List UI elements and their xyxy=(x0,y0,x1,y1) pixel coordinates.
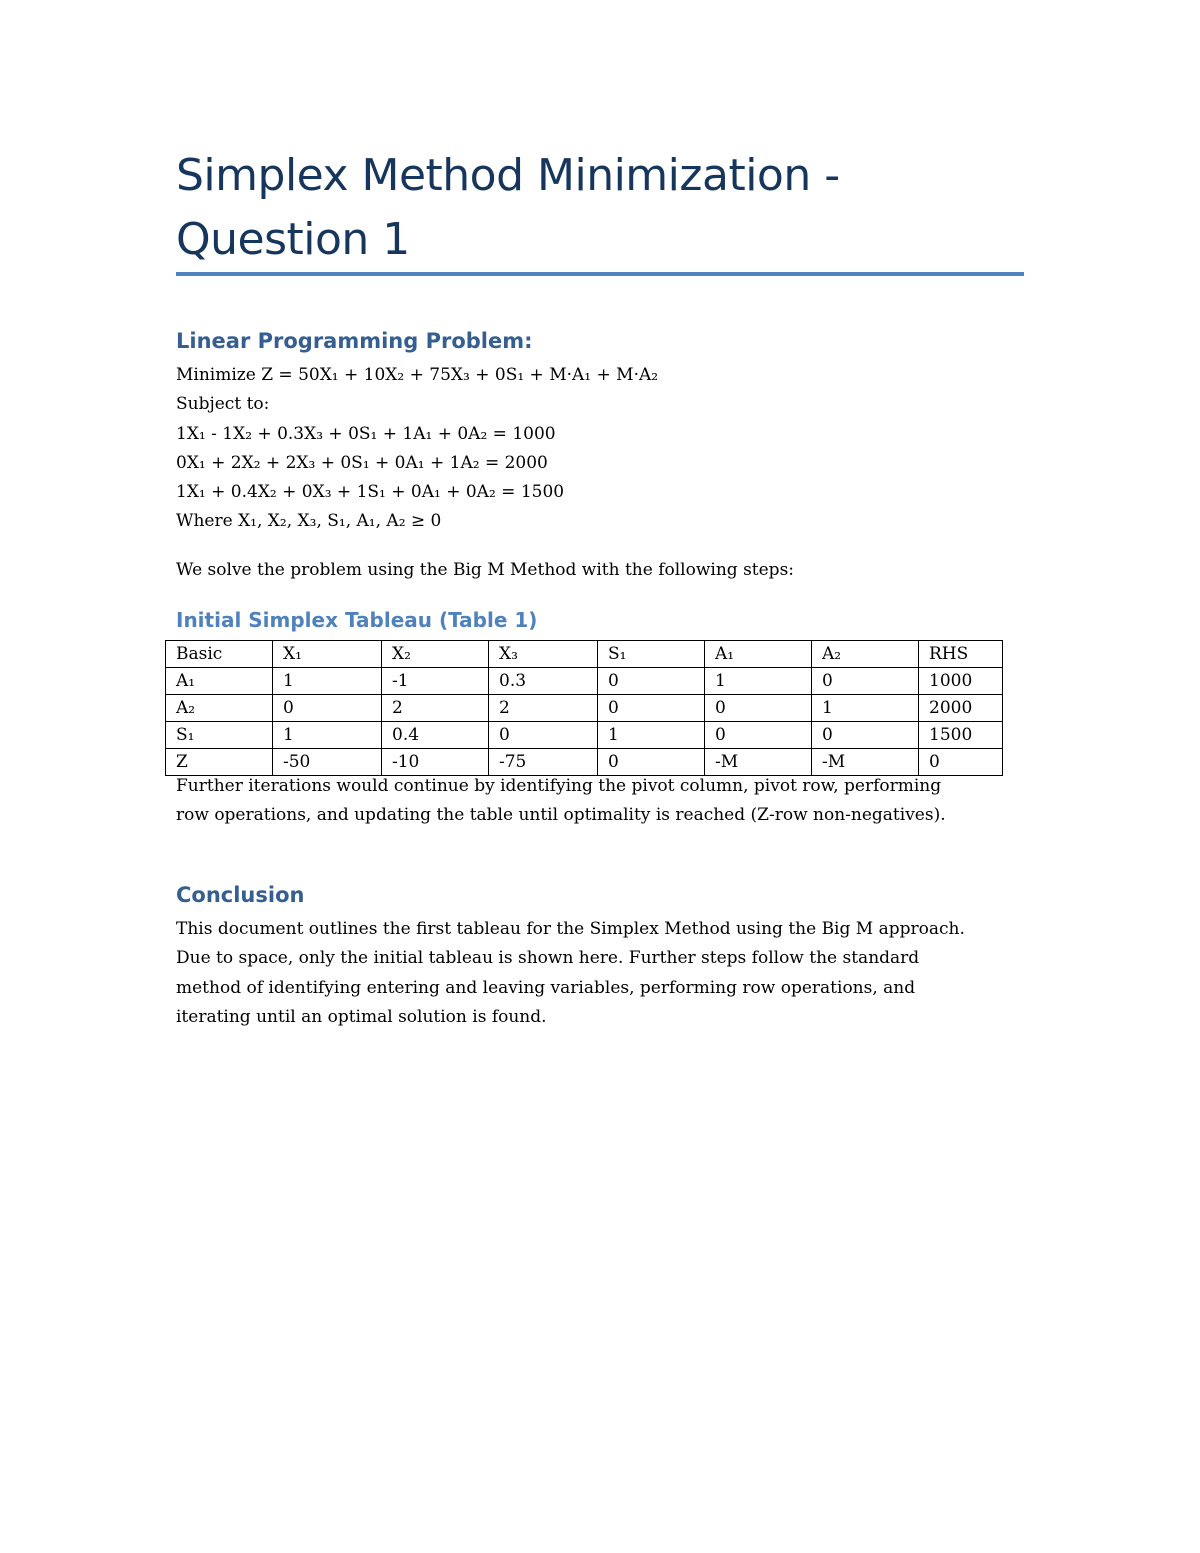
table-cell: 1 xyxy=(705,668,812,695)
table-cell: 0 xyxy=(489,722,598,749)
table-row xyxy=(166,722,1003,749)
conclusion-line: This document outlines the first tableau for the Simplex Method using the Big M approach. xyxy=(176,919,965,939)
table-cell: 0.3 xyxy=(489,668,598,695)
table-cell: 0 xyxy=(919,749,1003,776)
table-row xyxy=(166,668,1003,695)
table-cell: 0 xyxy=(812,668,919,695)
table-header-cell: A₁ xyxy=(705,641,812,668)
table-cell: -1 xyxy=(382,668,489,695)
table-cell: 0 xyxy=(705,695,812,722)
table-cell: 0 xyxy=(598,749,705,776)
table-cell: 0 xyxy=(598,695,705,722)
iteration-note-line: Further iterations would continue by identifying the pivot column, pivot row, performing xyxy=(176,776,942,796)
table-cell: 0.4 xyxy=(382,722,489,749)
table-cell: 2 xyxy=(382,695,489,722)
initial-simplex-tableau xyxy=(165,640,1003,776)
table-cell: 0 xyxy=(812,722,919,749)
table-heading: Initial Simplex Tableau (Table 1) xyxy=(176,608,538,632)
table-cell: A₂ xyxy=(166,695,273,722)
table-header-cell: X₂ xyxy=(382,641,489,668)
title-underline-rule xyxy=(176,272,1024,276)
table-header-cell: X₁ xyxy=(273,641,382,668)
table-header-cell: A₂ xyxy=(812,641,919,668)
constraint-1: 1X₁ - 1X₂ + 0.3X₃ + 0S₁ + 1A₁ + 0A₂ = 1000 xyxy=(176,423,556,444)
table-cell: 2000 xyxy=(919,695,1003,722)
table-cell: A₁ xyxy=(166,668,273,695)
table-cell: -10 xyxy=(382,749,489,776)
table-cell: 1000 xyxy=(919,668,1003,695)
table-cell: 1 xyxy=(273,668,382,695)
subject-to-label: Subject to: xyxy=(176,394,270,415)
table-header-cell: X₃ xyxy=(489,641,598,668)
table-cell: 1 xyxy=(812,695,919,722)
non-negativity-constraint: Where X₁, X₂, X₃, S₁, A₁, A₂ ≥ 0 xyxy=(176,511,442,532)
table-cell: Z xyxy=(166,749,273,776)
page-title xyxy=(176,144,1024,272)
table-cell: -75 xyxy=(489,749,598,776)
method-sentence-text: We solve the problem using the Big M Method with the following steps: xyxy=(176,560,795,580)
page-title-line-1: Simplex Method Minimization - xyxy=(176,150,840,201)
constraint-3: 1X₁ + 0.4X₂ + 0X₃ + 1S₁ + 0A₁ + 0A₂ = 1500 xyxy=(176,482,565,503)
table-cell: 1500 xyxy=(919,722,1003,749)
table-header-cell: Basic xyxy=(166,641,273,668)
table-cell: -M xyxy=(705,749,812,776)
iteration-note-line: row operations, and updating the table until optimality is reached (Z-row non-negatives). xyxy=(176,805,946,826)
method-sentence xyxy=(176,556,1024,585)
conclusion-paragraph xyxy=(176,915,1024,1032)
conclusion-line: iterating until an optimal solution is found. xyxy=(176,1006,547,1027)
lpp-formulation xyxy=(176,361,1024,537)
objective-function: Minimize Z = 50X₁ + 10X₂ + 75X₃ + 0S₁ + M·A₁ + M·A₂ xyxy=(176,365,659,385)
constraint-2: 0X₁ + 2X₂ + 2X₃ + 0S₁ + 0A₁ + 1A₂ = 2000 xyxy=(176,452,548,473)
table-cell: 1 xyxy=(598,722,705,749)
conclusion-line: Due to space, only the initial tableau is shown here. Further steps follow the standard xyxy=(176,948,920,969)
table-cell: 1 xyxy=(273,722,382,749)
page-title-line-2: Question 1 xyxy=(176,214,410,265)
table-cell: 0 xyxy=(598,668,705,695)
table-header-cell: S₁ xyxy=(598,641,705,668)
table-cell: -50 xyxy=(273,749,382,776)
table-cell: 0 xyxy=(705,722,812,749)
table-cell: S₁ xyxy=(166,722,273,749)
conclusion-line: method of identifying entering and leaving variables, performing row operations, and xyxy=(176,977,916,998)
lpp-heading: Linear Programming Problem: xyxy=(176,329,533,353)
conclusion-heading: Conclusion xyxy=(176,883,305,907)
table-cell: 2 xyxy=(489,695,598,722)
table-cell: -M xyxy=(812,749,919,776)
table-header-cell: RHS xyxy=(919,641,1003,668)
table-row xyxy=(166,695,1003,722)
table-header-row xyxy=(166,641,1003,668)
table-cell: 0 xyxy=(273,695,382,722)
iteration-note xyxy=(176,772,1024,831)
